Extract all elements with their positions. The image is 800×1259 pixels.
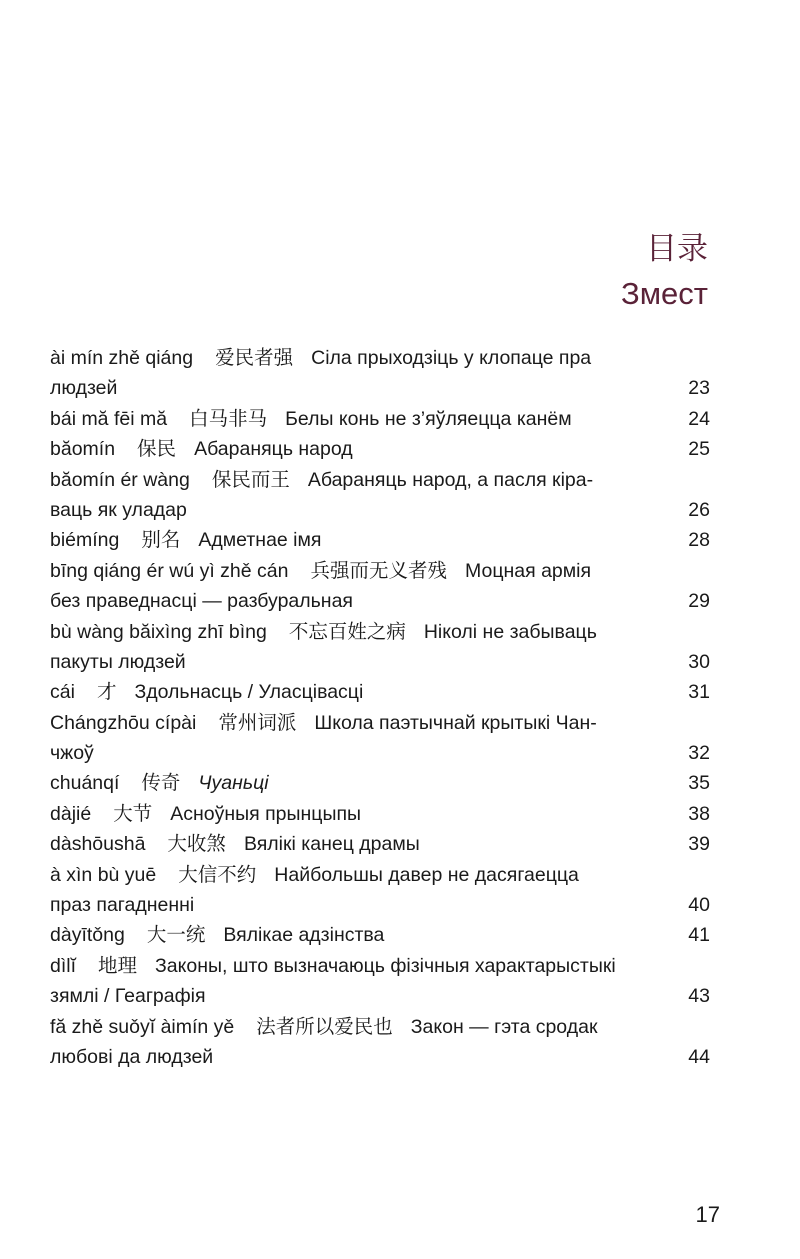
toc-entry-line [50,799,710,829]
entry-translation: Моцная армія [465,559,592,582]
heading-belarusian: Змест [621,276,708,311]
entry-translation-continued: людзей [50,377,118,400]
toc-entry [50,465,710,526]
entry-pinyin: băomín ér wàng [50,468,190,491]
entry-translation-continued: ваць як уладар [50,498,187,521]
entry-hanzi: 别名 [141,528,181,552]
toc-entry [50,708,710,769]
entry-hanzi: 不忘百姓之病 [288,619,406,643]
entry-page-number: 39 [688,833,710,856]
entry-translation-continued: праз пагадненні [50,894,195,917]
toc-entry-continuation [50,586,710,616]
entry-page-number: 26 [688,498,710,521]
entry-hanzi: 保民而王 [211,467,290,491]
toc-entry [50,677,710,707]
entry-hanzi: 兵强而无义者残 [310,558,448,582]
toc-entry [50,404,710,434]
entry-pinyin: băomín [50,438,116,461]
entry-page-number: 23 [688,377,710,400]
entry-translation: Ніколі не забываць [423,620,597,643]
entry-page-number: 28 [688,529,710,552]
entry-hanzi: 才 [96,680,117,704]
entry-pinyin: dìlĭ [50,954,77,977]
toc-entry-continuation [50,373,710,403]
entry-translation: Вялікі канец драмы [243,833,420,856]
entry-page-number: 30 [688,650,710,673]
entry-pinyin: dàshōushā [50,833,146,856]
toc-entry-line [50,525,710,555]
toc-entry-line [50,404,710,434]
toc-entry-line [50,860,710,890]
toc-entry-line [50,829,710,859]
entry-pinyin: bù wàng băixìng zhī bìng [50,620,267,643]
toc-entry-line [50,677,710,707]
entry-pinyin: fă zhě suǒyĭ àimín yě [50,1015,235,1038]
entry-page-number: 43 [688,985,710,1008]
entry-translation: Школа паэтычнай крытыкі Чан- [314,711,597,734]
entry-hanzi: 大收煞 [167,832,226,856]
entry-page-number: 31 [688,681,710,704]
entry-pinyin: bái mă fēi mă [50,407,168,430]
entry-translation: Асноўныя прынцыпы [170,802,362,825]
toc-entry-line [50,768,710,798]
entry-hanzi: 地理 [98,953,138,977]
toc-entry-continuation [50,647,710,677]
entry-translation: Сіла прыходзіць у клопаце пра [311,347,592,369]
toc-entry-continuation [50,890,710,920]
entry-hanzi: 大信不约 [178,862,257,886]
entry-page-number: 44 [688,1045,710,1068]
entry-translation-continued: без праведнасці — разбуральная [50,590,353,613]
entry-pinyin: chuánqí [50,772,120,795]
entry-translation: Законы, што вызначаюць фізічныя характарыстыкі [155,954,616,977]
entry-hanzi: 大一统 [146,923,206,947]
entry-hanzi: 保民 [137,437,177,461]
entry-page-number: 40 [688,894,710,917]
entry-page-number: 29 [688,590,710,613]
entry-hanzi: 传奇 [141,771,181,795]
toc-entry [50,617,710,678]
entry-pinyin: dàyītǒng [50,924,125,947]
entry-translation-continued: зямлі / Геаграфія [50,985,206,1008]
entry-translation-continued: любові да людзей [50,1045,214,1068]
toc-entry [50,799,710,829]
entry-translation: Чуаньці [198,772,269,795]
toc-entry-line [50,617,710,647]
table-of-contents [50,343,710,1072]
toc-heading [621,228,708,316]
toc-entry [50,1012,710,1073]
entry-pinyin: biémíng [50,529,120,552]
entry-hanzi: 法者所以爱民也 [256,1014,393,1038]
entry-translation: Абараняць народ [194,438,353,461]
toc-entry-continuation [50,981,710,1011]
entry-translation: Адметнае імя [198,529,322,552]
heading-chinese: 目录 [646,231,708,267]
toc-entry [50,768,710,798]
toc-entry-line [50,708,710,738]
toc-entry-line [50,1012,710,1042]
entry-page-number: 35 [688,772,710,795]
entry-translation: Белы конь не з’яўляецца канём [285,407,572,430]
entry-hanzi: 常州词派 [218,710,297,734]
toc-entry [50,556,710,617]
toc-entry [50,860,710,921]
toc-entry-line [50,434,710,464]
toc-entry-line [50,951,710,981]
toc-entry-continuation [50,495,710,525]
toc-entry-continuation [50,738,710,768]
entry-translation: Найбольшы давер не дасягаецца [274,863,579,886]
toc-entry-line [50,465,710,495]
toc-entry [50,434,710,464]
entry-page-number: 41 [688,924,710,947]
entry-page-number: 38 [688,802,710,825]
entry-pinyin: à xìn bù yuē [50,863,157,886]
toc-entry [50,951,710,1012]
entry-pinyin: dàjié [50,802,92,825]
entry-translation-continued: пакуты людзей [50,650,186,673]
entry-translation: Здольнасць / Уласцівасці [134,681,364,704]
entry-translation: Вялікае адзінства [223,924,385,947]
toc-entry [50,920,710,950]
toc-entry [50,343,710,404]
entry-translation: Закон — гэта сродак [410,1015,598,1038]
entry-hanzi: 白马非马 [189,406,268,430]
toc-entry [50,525,710,555]
entry-page-number: 32 [688,742,710,765]
toc-entry-line [50,556,710,586]
entry-pinyin: ài mín zhě qiáng [50,347,194,369]
entry-page-number: 24 [688,407,710,430]
page-number: 17 [695,1202,720,1227]
toc-entry-line [50,343,710,373]
entry-hanzi: 大节 [113,801,153,825]
entry-translation: Абараняць народ, а пасля кіра- [307,468,594,491]
entry-pinyin: cái [50,681,75,704]
toc-entry [50,829,710,859]
entry-pinyin: bīng qiáng ér wú yì zhě cán [50,559,289,582]
entry-pinyin: Chángzhōu cípài [50,711,197,734]
entry-hanzi: 爱民者强 [215,346,294,369]
toc-entry-line [50,920,710,950]
entry-translation-continued: чжоў [50,742,94,765]
toc-entry-continuation [50,1042,710,1072]
entry-page-number: 25 [688,438,710,461]
